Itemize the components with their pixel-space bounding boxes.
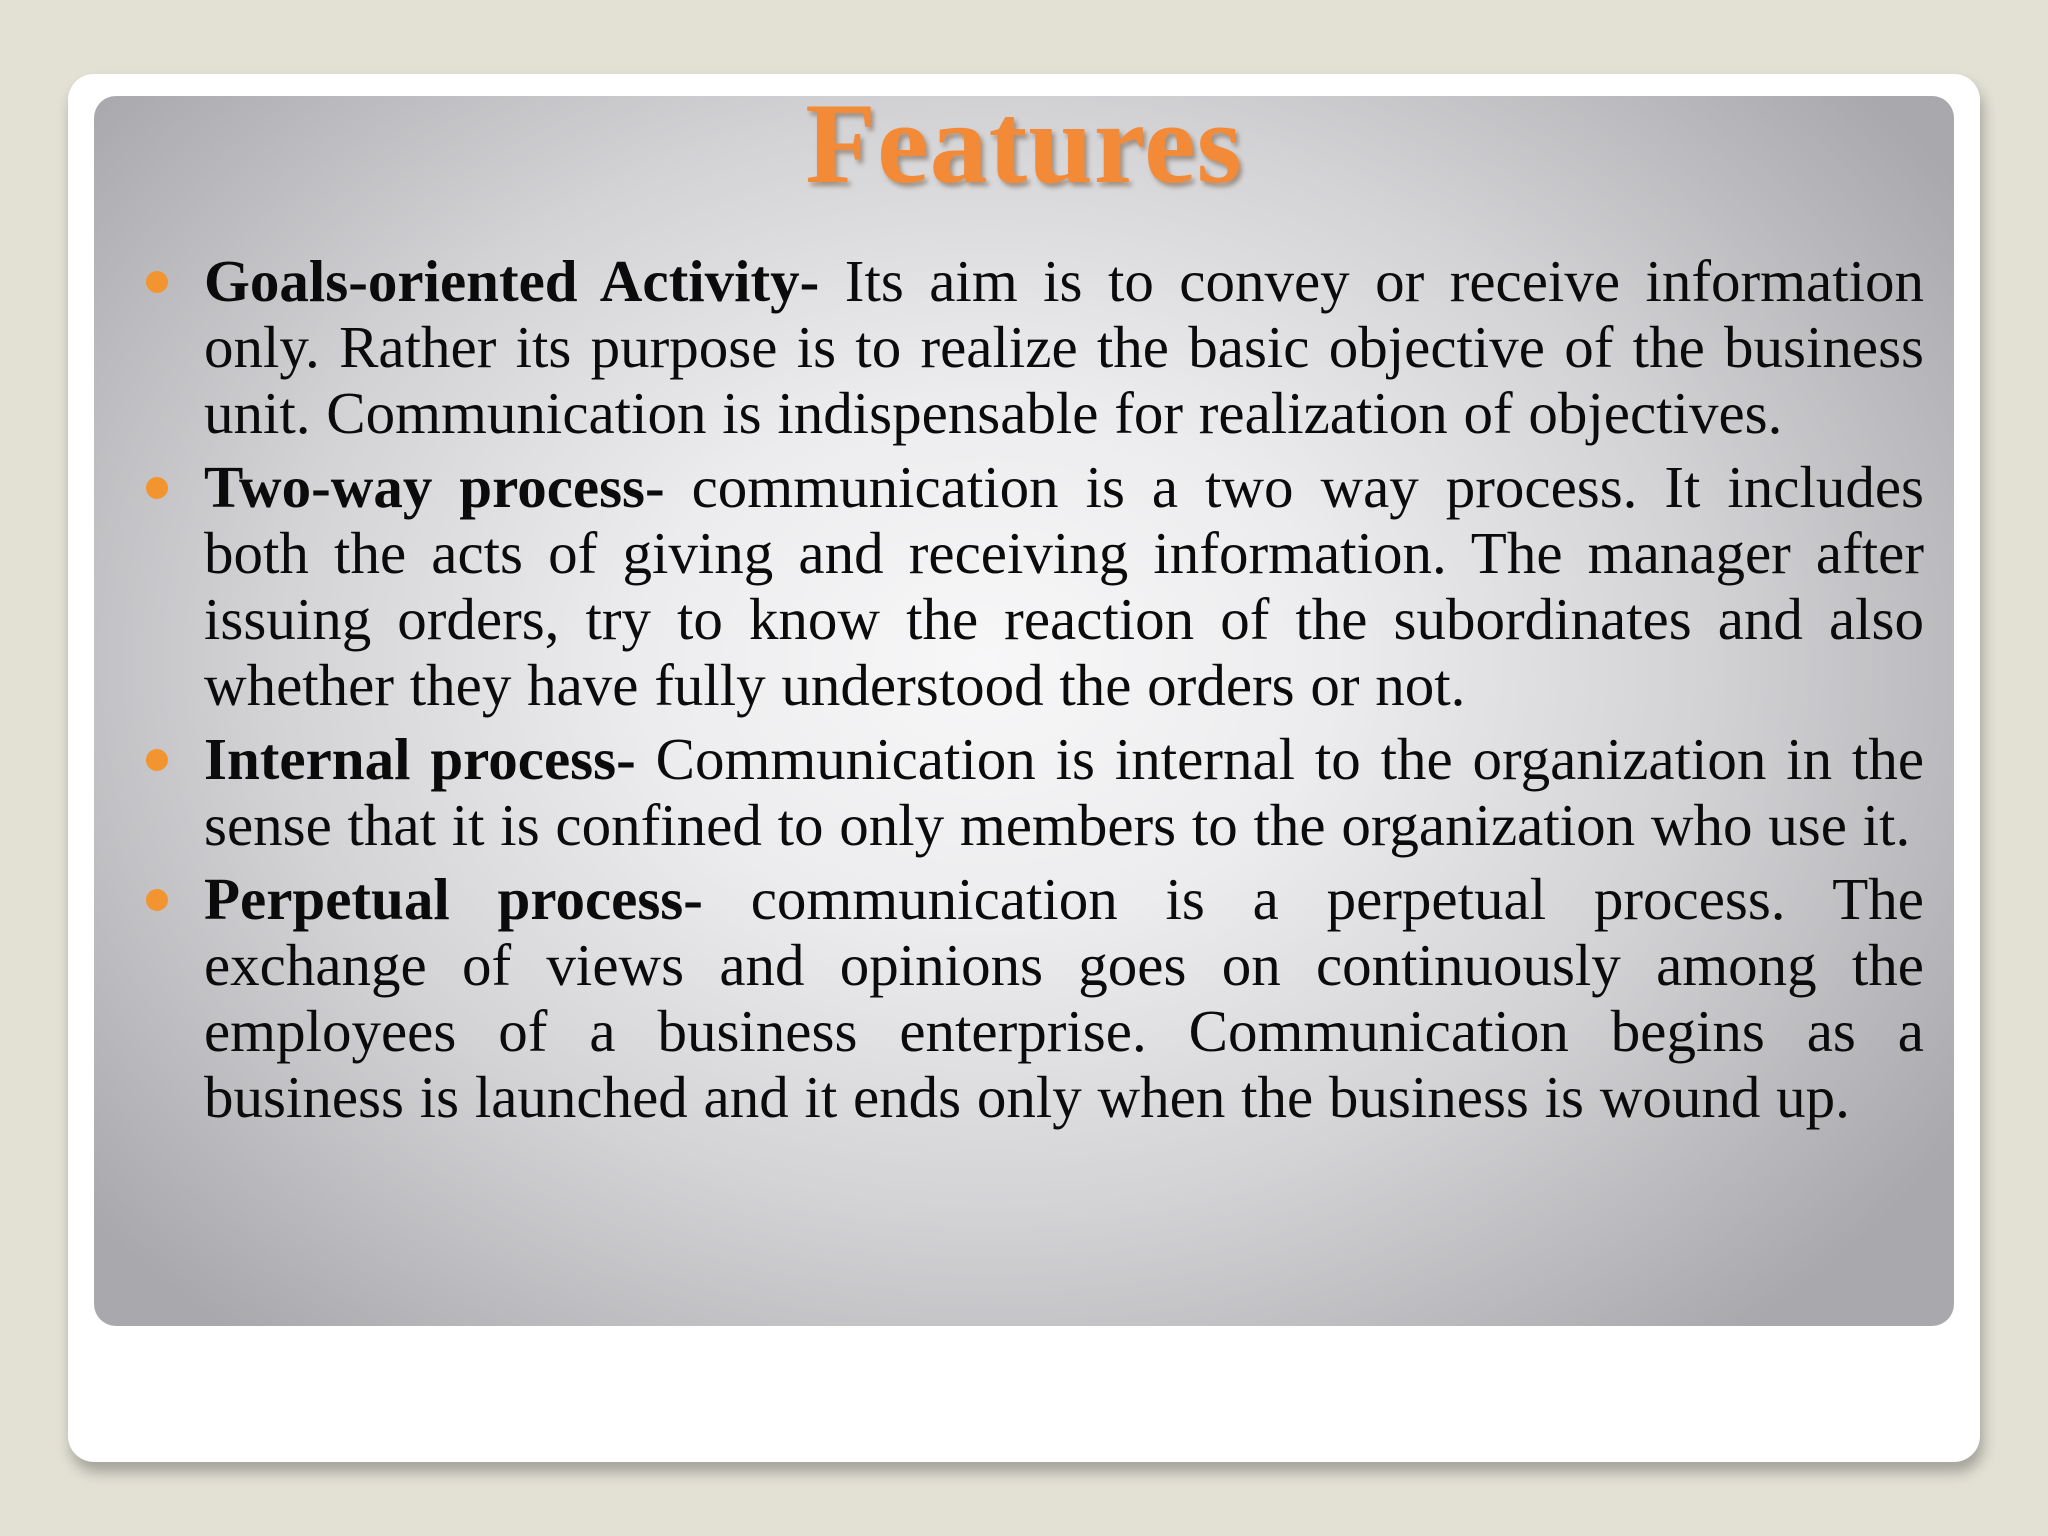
bullet-item-two-way bbox=[204, 454, 1924, 718]
bullet-dot-icon bbox=[146, 477, 168, 499]
bullet-term: Goals-oriented Activity- bbox=[204, 248, 820, 314]
bullet-list bbox=[204, 248, 1924, 1138]
bullet-text: Its aim is to convey or receive information only. Rather its purpose is to realize the basic objective of the business unit. Communication is indispensable for realization of objectives. bbox=[204, 248, 1925, 446]
bullet-term: Perpetual process- bbox=[204, 866, 703, 932]
bullet-item-goals-oriented bbox=[204, 248, 1924, 446]
slide-title: Features bbox=[805, 80, 1243, 208]
bullet-item-internal bbox=[204, 726, 1924, 858]
bullet-dot-icon bbox=[146, 271, 168, 293]
bullet-dot-icon bbox=[146, 889, 168, 911]
bullet-text: communication is a two way process. It includes both the acts of giving and receiving information. The manager after issuing orders, try to know the reaction of the subordinates and also whether they have fully understood the orders or not. bbox=[204, 454, 1924, 718]
bullet-text: communication is a perpetual process. The exchange of views and opinions goes on continuously among the employees of a business enterprise. Communication begins as a business is launched and it ends only when the business is wound up. bbox=[204, 866, 1924, 1130]
bullet-term: Two-way process- bbox=[204, 454, 665, 520]
bullet-text: Communication is internal to the organization in the sense that it is confined to only members to the organization who use it. bbox=[204, 726, 1925, 858]
bullet-item-perpetual bbox=[204, 866, 1924, 1130]
bullet-dot-icon bbox=[146, 749, 168, 771]
bullet-term: Internal process- bbox=[204, 726, 636, 792]
